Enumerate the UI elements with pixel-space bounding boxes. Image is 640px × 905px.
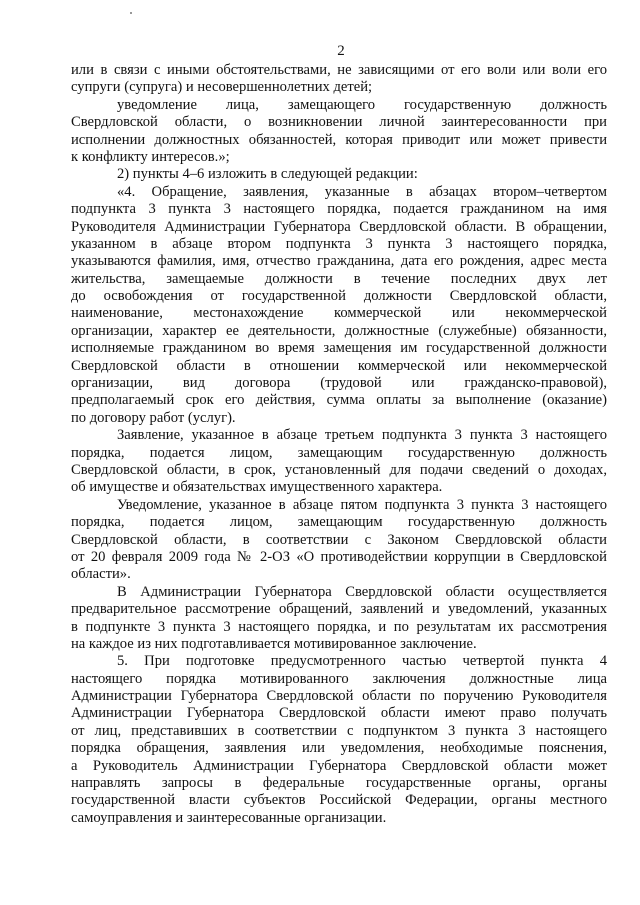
paragraph [71, 584, 607, 654]
paragraph [71, 97, 607, 167]
paragraph [71, 653, 607, 827]
text-line: уведомление лица, замещающего государственную должность [117, 96, 607, 113]
text-line: указываются фамилия, имя, отчество гражданина, дата его рождения, адрес места [71, 253, 607, 270]
text-line: супруги (супруга) и несовершеннолетних детей; [71, 79, 373, 96]
paragraph [71, 62, 607, 97]
text-line: области». [71, 566, 131, 583]
text-line: 5. При подготовке предусмотренного частью четвертой пункта 4 [117, 653, 607, 670]
text-line: Администрации Губернатора Свердловской области по поручению Руководителя [71, 688, 607, 705]
text-line: указанном в абзаце втором подпункта 3 пункта 3 настоящего порядка, [71, 235, 607, 252]
text-line: порядка обращения, заявления или уведомления, необходимые пояснения, [71, 740, 607, 757]
text-line: организации, характер ее деятельности, должностные (служебные) обязанности, [71, 322, 607, 339]
text-line: Свердловской области, в срок, установленный для подачи сведений о доходах, [71, 461, 607, 478]
text-line: организации, вид договора (трудовой или гражданско-правовой), [71, 375, 607, 392]
page-number: 2 [337, 43, 345, 59]
text-line: на каждое из них подготавливается мотивированное заключение. [71, 635, 477, 652]
text-line: в подпункте 3 пункта 3 настоящего порядка, и по результатам их рассмотрения [71, 618, 607, 635]
text-line: или в связи с иными обстоятельствами, не зависящими от его воли или воли его [71, 62, 607, 78]
paragraph [71, 166, 607, 183]
scan-speck [130, 12, 132, 14]
text-line: до освобождения от государственной должности Свердловской области, [71, 288, 607, 305]
text-line: а Руководитель Администрации Губернатора Свердловской области может [71, 757, 607, 774]
text-line: В Администрации Губернатора Свердловской области осуществляется [117, 583, 607, 600]
text-line: Администрации Губернатора Свердловской области имеют право получать [71, 705, 607, 722]
document-body [71, 62, 607, 827]
paragraph [71, 497, 607, 584]
text-line: предварительное рассмотрение обращений, заявлений и уведомлений, указанных [71, 601, 607, 618]
text-line: 2) пункты 4–6 изложить в следующей редакции: [117, 166, 418, 183]
text-line: по договору работ (услуг). [71, 409, 236, 426]
text-line: от 20 февраля 2009 года № 2-ОЗ «О противодействии коррупции в Свердловской [71, 548, 607, 565]
text-line: исполняемые гражданином во время замещения им государственной должности [71, 340, 607, 357]
text-line: от лиц, представивших в соответствии с подпунктом 3 пункта 3 настоящего [71, 722, 607, 739]
text-line: к конфликту интересов.»; [71, 148, 230, 165]
text-line: Уведомление, указанное в абзаце пятом подпункта 3 пункта 3 настоящего [117, 496, 607, 513]
text-line: жительства, замещаемые должности в течение последних двух лет [71, 270, 607, 287]
text-line: подпункта 3 пункта 3 настоящего порядка, подается гражданином на имя [71, 201, 607, 218]
text-line: порядка, подается лицом, замещающим государственную должность [71, 444, 607, 461]
text-line: Свердловской области, о возникновении личной заинтересованности при [71, 114, 607, 131]
text-line: Свердловской области в отношении коммерческой или некоммерческой [71, 357, 607, 374]
text-line: Руководителя Администрации Губернатора Свердловской области. В обращении, [71, 218, 607, 235]
text-line: Заявление, указанное в абзаце третьем подпункта 3 пункта 3 настоящего [117, 427, 607, 444]
text-line: наименование, местонахождение коммерческой или некоммерческой [71, 305, 607, 322]
paragraph [71, 184, 607, 427]
text-line: об имуществе и обязательствах имущественного характера. [71, 479, 443, 496]
text-line: самоуправления и заинтересованные организации. [71, 809, 387, 826]
text-line: Свердловской области, в соответствии с Законом Свердловской области [71, 531, 607, 548]
paragraph [71, 427, 607, 497]
text-line: предполагаемый срок его действия, сумма оплаты за выполнение (оказание) [71, 392, 607, 409]
text-line: настоящего порядка мотивированного заключения должностные лица [71, 670, 607, 687]
text-line: государственной власти субъектов Российской Федерации, органы местного [71, 792, 607, 809]
text-line: исполнении должностных обязанностей, которая приводит или может привести [71, 131, 607, 148]
text-line: «4. Обращение, заявления, указанные в абзацах втором–четвертом [117, 183, 607, 200]
text-line: порядка, подается лицом, замещающим государственную должность [71, 514, 607, 531]
text-line: направлять запросы в федеральные государственные органы, органы [71, 775, 607, 792]
